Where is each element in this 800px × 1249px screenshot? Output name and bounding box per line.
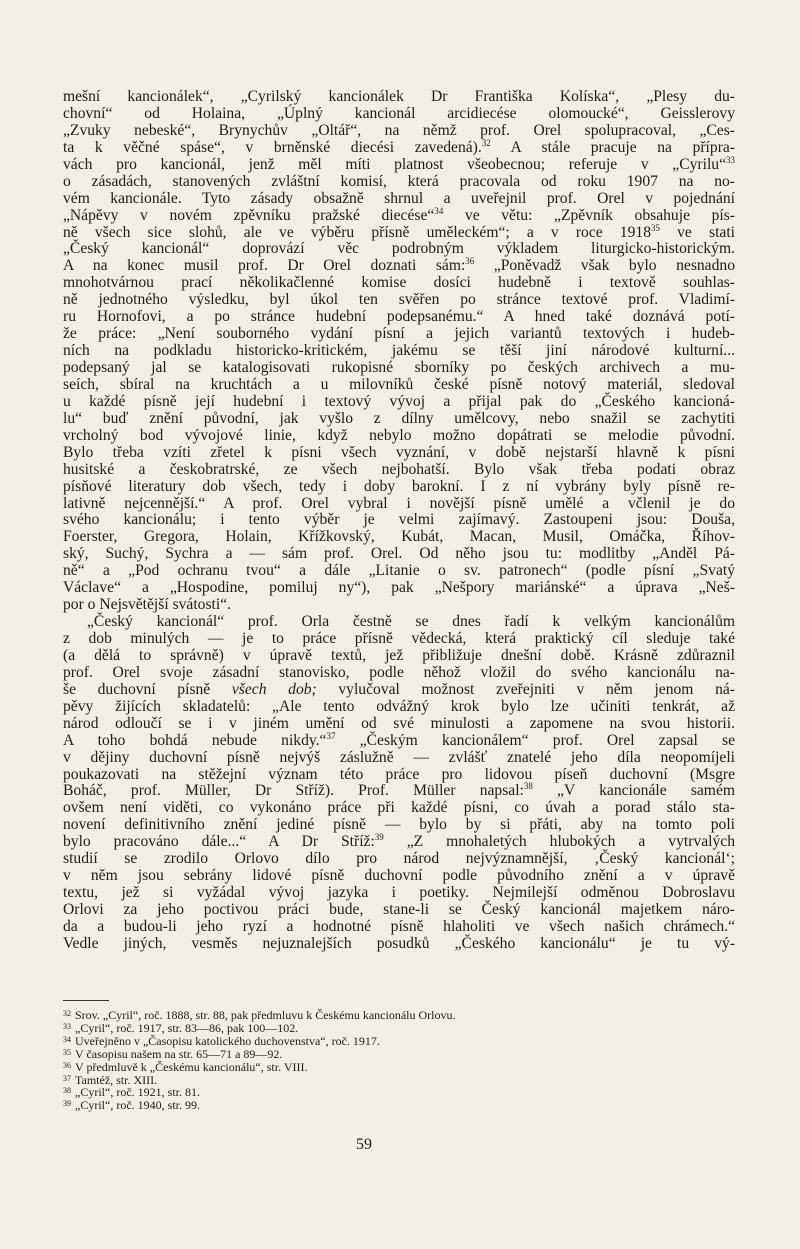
line-text: ovšem není viděti, co vykonáno práce při každé písni, co úvah a porad stálo sta-	[63, 799, 735, 817]
page-number: 59	[356, 1136, 372, 1153]
footnote-text: „Cyril“, roč. 1917, str. 83—86, pak 100—102.	[75, 1020, 299, 1035]
footnote-text: V předmluvě k „Českému kancionálu“, str. VIII.	[75, 1059, 308, 1074]
line-text: por o Nejsvětější svátosti“.	[63, 596, 232, 614]
line-text: lativně nejcennější.“ A prof. Orel vybral i novější písně umělé a včlenil je do	[63, 494, 735, 512]
line-text: vách pro kancionál, jenž měl míti platnost všeobecnou; referuje v „Cyrilu“	[63, 155, 726, 173]
text-line	[63, 191, 735, 208]
line-text: ních na podkladu historicko-kritickém, jakému se těší jiní národové kulturní...	[63, 342, 735, 360]
emphasis-text: všech dob;	[231, 680, 317, 698]
text-line	[63, 529, 735, 546]
line-text: prof. Orel svoje zásadní stanovisko, podle něhož vložil do svého kancionálu na-	[63, 663, 735, 681]
line-text: podepsaný jal se katalogisovati rukopisné sborníky po českých archivech a mu-	[63, 359, 735, 376]
line-text: v něm jsou sebrány lidové písně duchovní podle původního znění a v úpravě	[63, 867, 735, 885]
line-text: Foerster, Gregora, Holain, Křížkovský, Kubát, Macan, Musil, Omáčka, Říhov-	[63, 528, 735, 546]
line-text: ru Hornofovi, a po stránce hudební podepsanému.“ A hned také doznává potí-	[63, 308, 735, 326]
line-text: A toho bohdá nebude nikdy.“	[63, 731, 327, 749]
text-line	[63, 817, 735, 834]
line-text: še duchovní písně	[63, 680, 232, 698]
text-line	[63, 411, 735, 428]
line-text: novení definitivního znění jediné písně — bylo by si přáti, aby na tomto poli	[63, 816, 735, 834]
footnote-reference: 34	[434, 205, 444, 216]
line-text: Boháč, prof. Müller, Dr Stříž). Prof. Müller napsal:	[63, 782, 524, 800]
body-text	[63, 89, 735, 953]
text-line	[63, 309, 735, 326]
line-text: o zásadách, stanovených zvláštní komisí, která pracovala od roku 1907 na no-	[63, 172, 735, 190]
line-text: „Český kancionál“ doprovází věc podrobným výkladem liturgicko-historickým.	[63, 240, 735, 258]
line-text: z dob minulých — je to práce přísně vědecká, která praktický cíl sleduje také	[63, 630, 735, 647]
text-line	[63, 154, 735, 174]
line-text: ně“ a „Pod ochranu tvou“ a dále „Litanie o sv. patronech“ (podle písní „Svatý	[63, 562, 735, 580]
line-text: chovní“ od Holaina, „Úplný kancionál arcidiecése olomoucké“, Geisslerovy	[63, 104, 735, 122]
footnote-reference: 35	[651, 222, 660, 233]
line-text-continued: vylučoval možnost zveřejniti v něm jenom ná-	[316, 680, 735, 698]
text-line	[63, 682, 735, 699]
footnote-number: 35	[63, 1047, 71, 1057]
text-line	[63, 241, 735, 258]
footnote	[63, 1099, 683, 1112]
text-line	[63, 123, 735, 140]
line-text: národ odloučí se i v jiném umění od své minulosti a zapomene na svou historii.	[63, 714, 735, 732]
line-text: ně jednotného výsledku, byl úkol ten svěřen po stránce textové prof. Vladimí-	[63, 291, 735, 309]
footnote-reference: 32	[481, 137, 491, 148]
line-text: pěvy žijících skladatelů: „Ale tento odvážný krok bylo lze učiniti tenkrát, až	[63, 697, 735, 715]
line-text: písňové literatury dob všech, tedy i doby barokní. I z ní vybrány byly písně re-	[63, 477, 735, 495]
line-text-continued: „Poněvadž však bylo nesnadno	[474, 257, 735, 275]
text-line	[63, 360, 735, 377]
line-text: v dějiny duchovní písně nejvýš záslužně — zvlášť znatelé jeho díla neopomíjeli	[63, 748, 735, 766]
text-line	[63, 919, 735, 936]
line-text-continued: ve větu: „Zpěvník obsahuje pís-	[443, 206, 735, 224]
line-text: svého kancionálu; i tento výběr je velmi zajímavý. Zastoupeni jsou: Douša,	[63, 511, 735, 529]
line-text: Orlovi za jeho poctivou práci bude, stane-li se Český kancionál majetkem náro-	[63, 901, 735, 918]
text-line	[63, 258, 735, 275]
line-text: že práce: „Není souborného vydání písní a jejich variantů textových i hudeb-	[63, 325, 735, 343]
line-text: vém kancionále. Tyto zásady obsažně shrnul a uveřejnil prof. Orel v pojednání	[63, 189, 735, 207]
line-text: poukazovati na stěžejní význam této práce pro lidovou píseň duchovní (Msgre	[63, 765, 735, 783]
text-line	[63, 730, 735, 750]
text-line	[63, 648, 735, 665]
footnote-number: 37	[63, 1073, 71, 1083]
line-text: (a dělá to správně) v úpravě textů, jež přibližuje dnešní době. Krásně zdůraznil	[63, 646, 735, 664]
line-text: ta k věčné spáse“, v brněnské diecési zavedená).	[63, 138, 482, 156]
text-line	[63, 462, 735, 479]
line-text: da a budou-li jeho ryzí a hodnotné písně hlaholiti ve všech našich chrámech.“	[63, 917, 735, 935]
text-line	[63, 563, 735, 580]
line-text: mešní kancionálek“, „Cyrilský kancionálek Dr Františka Kolíska“, „Plesy du-	[63, 88, 735, 105]
text-line	[63, 885, 735, 902]
line-text: „Český kancionál“ prof. Orla čestně se dnes řadí k velkým kancionálům	[87, 613, 735, 631]
line-text: textu, jež si vyžádal vývoj jazyka i poetiky. Nejmilejší odměnou Dobroslavu	[63, 884, 735, 902]
text-line	[63, 936, 735, 953]
footnote-number: 39	[63, 1099, 71, 1109]
line-text-continued: „Českým kancionálem“ prof. Orel zapsal se	[335, 731, 735, 749]
footnote-number: 36	[63, 1060, 71, 1070]
text-line	[63, 800, 735, 817]
line-text: bylo pracováno dále...“ A Dr Stříž:	[63, 833, 375, 851]
text-line	[63, 699, 735, 716]
text-line	[63, 868, 735, 885]
line-text: vrcholný bod vývojové linie, když nebylo možno dopátrati se melodie původní.	[63, 426, 735, 444]
line-text: „Nápěvy v novém zpěvníku pražské diecése“	[63, 206, 435, 224]
line-text: seích, sbíral na kruchtách a u milovníků české písně notový materiál, sledoval	[63, 375, 735, 393]
text-line	[63, 546, 735, 563]
footnote-text: Tamtéž, str. XIII.	[75, 1072, 158, 1087]
footnotes	[63, 1009, 683, 1112]
text-line	[63, 343, 735, 360]
text-line	[63, 496, 735, 513]
text-line	[63, 106, 735, 123]
footnote-reference: 36	[465, 256, 475, 267]
text-line	[63, 512, 735, 529]
text-line	[63, 275, 735, 292]
footnote-separator	[63, 1000, 109, 1001]
text-line	[63, 137, 735, 157]
text-line	[63, 767, 735, 784]
line-text-continued: „V kancionále samém	[532, 782, 735, 800]
line-text: mnohotvárnou prací několikačlenné komise dosíci hudebně i textově souhlas-	[63, 274, 735, 292]
footnote-text: „Cyril“, roč. 1921, str. 81.	[75, 1085, 200, 1100]
text-line	[63, 326, 735, 343]
text-line	[63, 377, 735, 394]
line-text: „Zvuky nebeské“, Brynychův „Oltář“, na němž prof. Orel spolupracoval, „Ces-	[63, 121, 735, 139]
text-line	[63, 750, 735, 767]
text-line	[63, 631, 735, 648]
text-line	[63, 597, 735, 614]
line-text: lu“ buď znění původní, jak vyšlo z dílny umělcovy, nebo snažil se zachytiti	[63, 409, 735, 427]
text-line	[63, 851, 735, 868]
text-line	[63, 783, 735, 800]
footnote-number: 33	[63, 1021, 71, 1031]
line-text: ský, Suchý, Sychra a — sám prof. Orel. Od něho jsou tu: modlitby „Anděl Pá-	[63, 545, 735, 563]
text-line	[63, 394, 735, 411]
footnote-text: Uveřejněno v „Časopisu katolického duchovenstva“, roč. 1917.	[75, 1033, 380, 1048]
footnote-number: 38	[63, 1086, 71, 1096]
line-text: Václave“ a „Hospodine, pomiluj ny“), pak „Nešpory mariánské“ a úprava „Neš-	[63, 579, 735, 597]
line-text: husitské a českobratrské, ze všech nejbohatší. Bylo však třeba podati obraz	[63, 460, 735, 478]
footnote-text: „Cyril“, roč. 1940, str. 99.	[75, 1098, 200, 1113]
line-text: Vedle jiných, vesměs nejuznalejších posudků „Českého kancionálu“ je tu vý-	[63, 934, 735, 952]
line-text: studií se zrodilo Orlovo dílo pro národ nejvýznamnější, ‚Český kancionál‘;	[63, 850, 735, 868]
text-line	[63, 445, 735, 462]
text-line	[63, 174, 735, 191]
text-line	[63, 205, 735, 225]
line-text-continued: A stále pracuje na přípra-	[490, 138, 735, 156]
text-line	[63, 89, 735, 106]
footnote-text: Srov. „Cyril“, roč. 1888, str. 88, pak předmluvu k Českému kancionálu Orlovu.	[75, 1008, 456, 1022]
footnote-number: 32	[63, 1009, 71, 1018]
text-line	[63, 428, 735, 445]
footnote-number: 34	[63, 1034, 71, 1044]
line-text-continued: ve stati	[660, 223, 735, 241]
line-text-continued: „Z mnohaletých hlubokých a vytrvalých	[383, 833, 735, 851]
text-line	[63, 479, 735, 496]
text-line	[63, 222, 735, 242]
text-line	[63, 665, 735, 682]
text-line	[63, 834, 735, 851]
line-text: Bylo třeba vzíti zřetel k písni všech vyznání, v době nejstarší hlavně k písni	[63, 443, 735, 461]
footnote-reference: 37	[326, 730, 336, 741]
text-line	[63, 716, 735, 733]
line-text: ně všech sice slohů, ale ve výběru přísně uměleckém“; a v roce 1918	[63, 223, 651, 241]
line-text: u každé písně její hudební i textový vývoj a přijal pak do „Českého kancioná-	[63, 392, 735, 410]
text-line	[63, 902, 735, 919]
text-line	[63, 614, 735, 631]
text-line	[63, 580, 735, 597]
footnote-reference: 38	[523, 781, 533, 792]
text-line	[63, 292, 735, 309]
footnote-reference: 39	[374, 832, 384, 843]
footnote-reference: 33	[726, 154, 735, 165]
line-text: A na konec musil prof. Dr Orel doznati sám:	[63, 257, 466, 275]
footnote-text: V časopisu našem na str. 65—71 a 89—92.	[75, 1046, 283, 1061]
